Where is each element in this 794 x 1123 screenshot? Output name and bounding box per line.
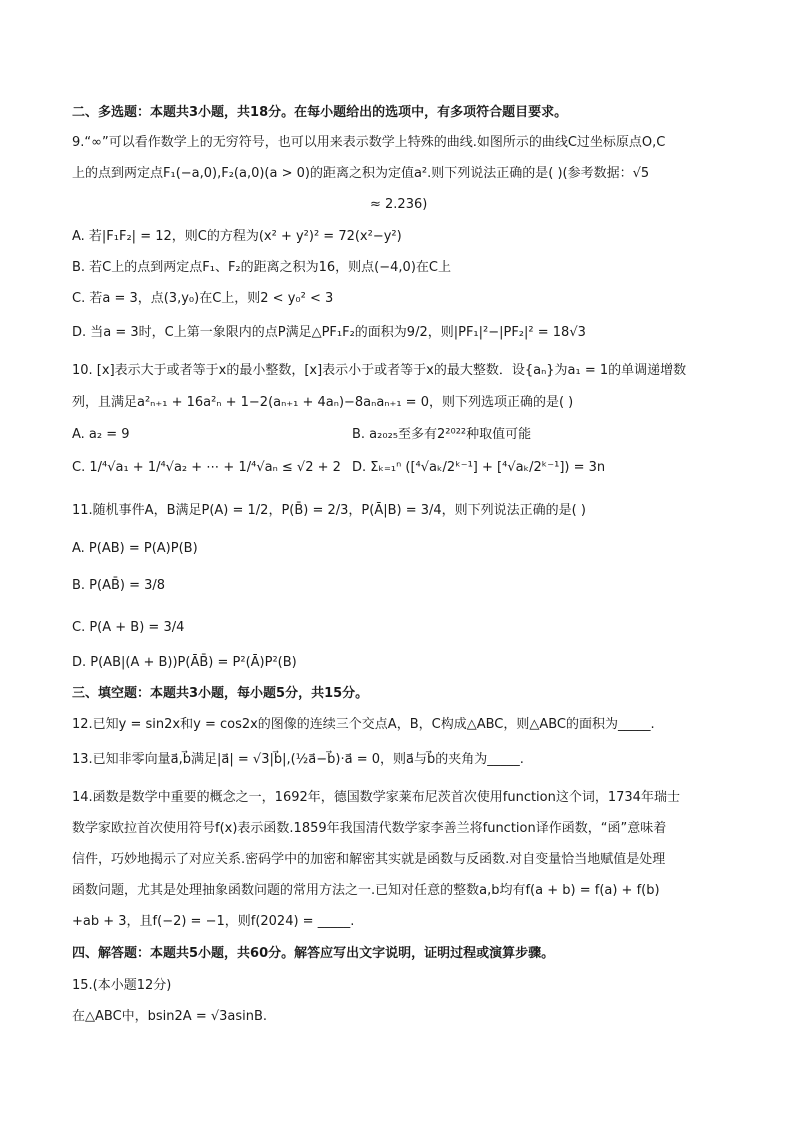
q12: 12.已知y = sin2x和y = cos2x的图像的连续三个交点A，B，C构成△ABC，则△ABC的面积为_____.: [72, 717, 655, 732]
q14-line-5: +ab + 3，且f(−2) = −1，则f(2024) = _____.: [72, 914, 355, 929]
q11-option-a: A. P(AB) = P(A)P(B): [72, 541, 198, 556]
q14-line-3: 信件，巧妙地揭示了对应关系.密码学中的加密和解密其实就是函数与反函数.对自变量恰当地赋值是处理: [72, 852, 666, 867]
q15-line-1: 15.(本小题12分): [72, 978, 172, 993]
q10-option-b: B. a₂₀₂₅至多有2²⁰²²种取值可能: [352, 427, 532, 442]
q9-option-c: C. 若a = 3，点(3,y₀)在C上，则2 < y₀² < 3: [72, 291, 334, 306]
q11-line-1: 11.随机事件A，B满足P(A) = 1/2，P(B̄) = 2/3，P(Ā|B) = 3/4，则下列说法正确的是( ): [72, 503, 586, 518]
q10-option-c: C. 1/⁴√a₁ + 1/⁴√a₂ + ⋯ + 1/⁴√aₙ ≤ √2 + 2: [72, 460, 341, 475]
q9-option-a: A. 若|F₁F₂| = 12，则C的方程为(x² + y²)² = 72(x²−y²): [72, 229, 402, 244]
section-3-header: 三、填空题：本题共3小题，每小题5分，共15分。: [72, 686, 369, 701]
q9-line-2: 上的点到两定点F₁(−a,0),F₂(a,0)(a > 0)的距离之积为定值a².则下列说法正确的是( )(参考数据：√5: [72, 166, 650, 181]
q13: 13.已知非零向量a⃗,b⃗满足|a⃗| = √3|b⃗|,(½a⃗−b⃗)·a⃗ = 0，则a⃗与b⃗的夹角为_____.: [72, 752, 524, 767]
q10-line-1: 10. [x]表示大于或者等于x的最小整数，[x]表示小于或者等于x的最大整数．设{aₙ}为a₁ = 1的单调递增数: [72, 363, 687, 378]
q9-option-d: D. 当a = 3时，C上第一象限内的点P满足△PF₁F₂的面积为9/2，则|PF₁|²−|PF₂|² = 18√3: [72, 325, 586, 340]
q14-line-2: 数学家欧拉首次使用符号f(x)表示函数.1859年我国清代数学家李善兰将function译作函数，“函”意味着: [72, 821, 667, 836]
q10-option-a: A. a₂ = 9: [72, 427, 130, 442]
q11-option-c: C. P(A + B) = 3/4: [72, 620, 185, 635]
q15-line-2: 在△ABC中，bsin2A = √3asinB.: [72, 1009, 268, 1024]
q10-line-2: 列，且满足a²ₙ₊₁ + 16a²ₙ + 1−2(aₙ₊₁ + 4aₙ)−8aₙaₙ₊₁ = 0，则下列选项正确的是( ): [72, 395, 574, 410]
q9-line-3: ≈ 2.236): [370, 197, 428, 212]
q14-line-4: 函数问题，尤其是处理抽象函数问题的常用方法之一.已知对任意的整数a,b均有f(a + b) = f(a) + f(b): [72, 883, 660, 898]
q9-line-1: 9.“∞”可以看作数学上的无穷符号，也可以用来表示数学上特殊的曲线.如图所示的曲线C过坐标原点O,C: [72, 135, 666, 150]
section-2-header: 二、多选题：本题共3小题，共18分。在每小题给出的选项中，有多项符合题目要求。: [72, 105, 568, 120]
q10-option-d: D. Σₖ₌₁ⁿ ([⁴√aₖ/2ᵏ⁻¹] + [⁴√aₖ/2ᵏ⁻¹]) = 3n: [352, 460, 606, 475]
q9-option-b: B. 若C上的点到两定点F₁、F₂的距离之积为16，则点(−4,0)在C上: [72, 260, 451, 275]
q11-option-b: B. P(AB̄) = 3/8: [72, 578, 166, 593]
q11-option-d: D. P(AB|(A + B))P(ĀB̄) = P²(Ā)P²(B): [72, 655, 297, 670]
q14-line-1: 14.函数是数学中重要的概念之一，1692年，德国数学家莱布尼茨首次使用function这个词，1734年瑞士: [72, 790, 680, 805]
section-4-header: 四、解答题：本题共5小题，共60分。解答应写出文字说明，证明过程或演算步骤。: [72, 946, 555, 961]
